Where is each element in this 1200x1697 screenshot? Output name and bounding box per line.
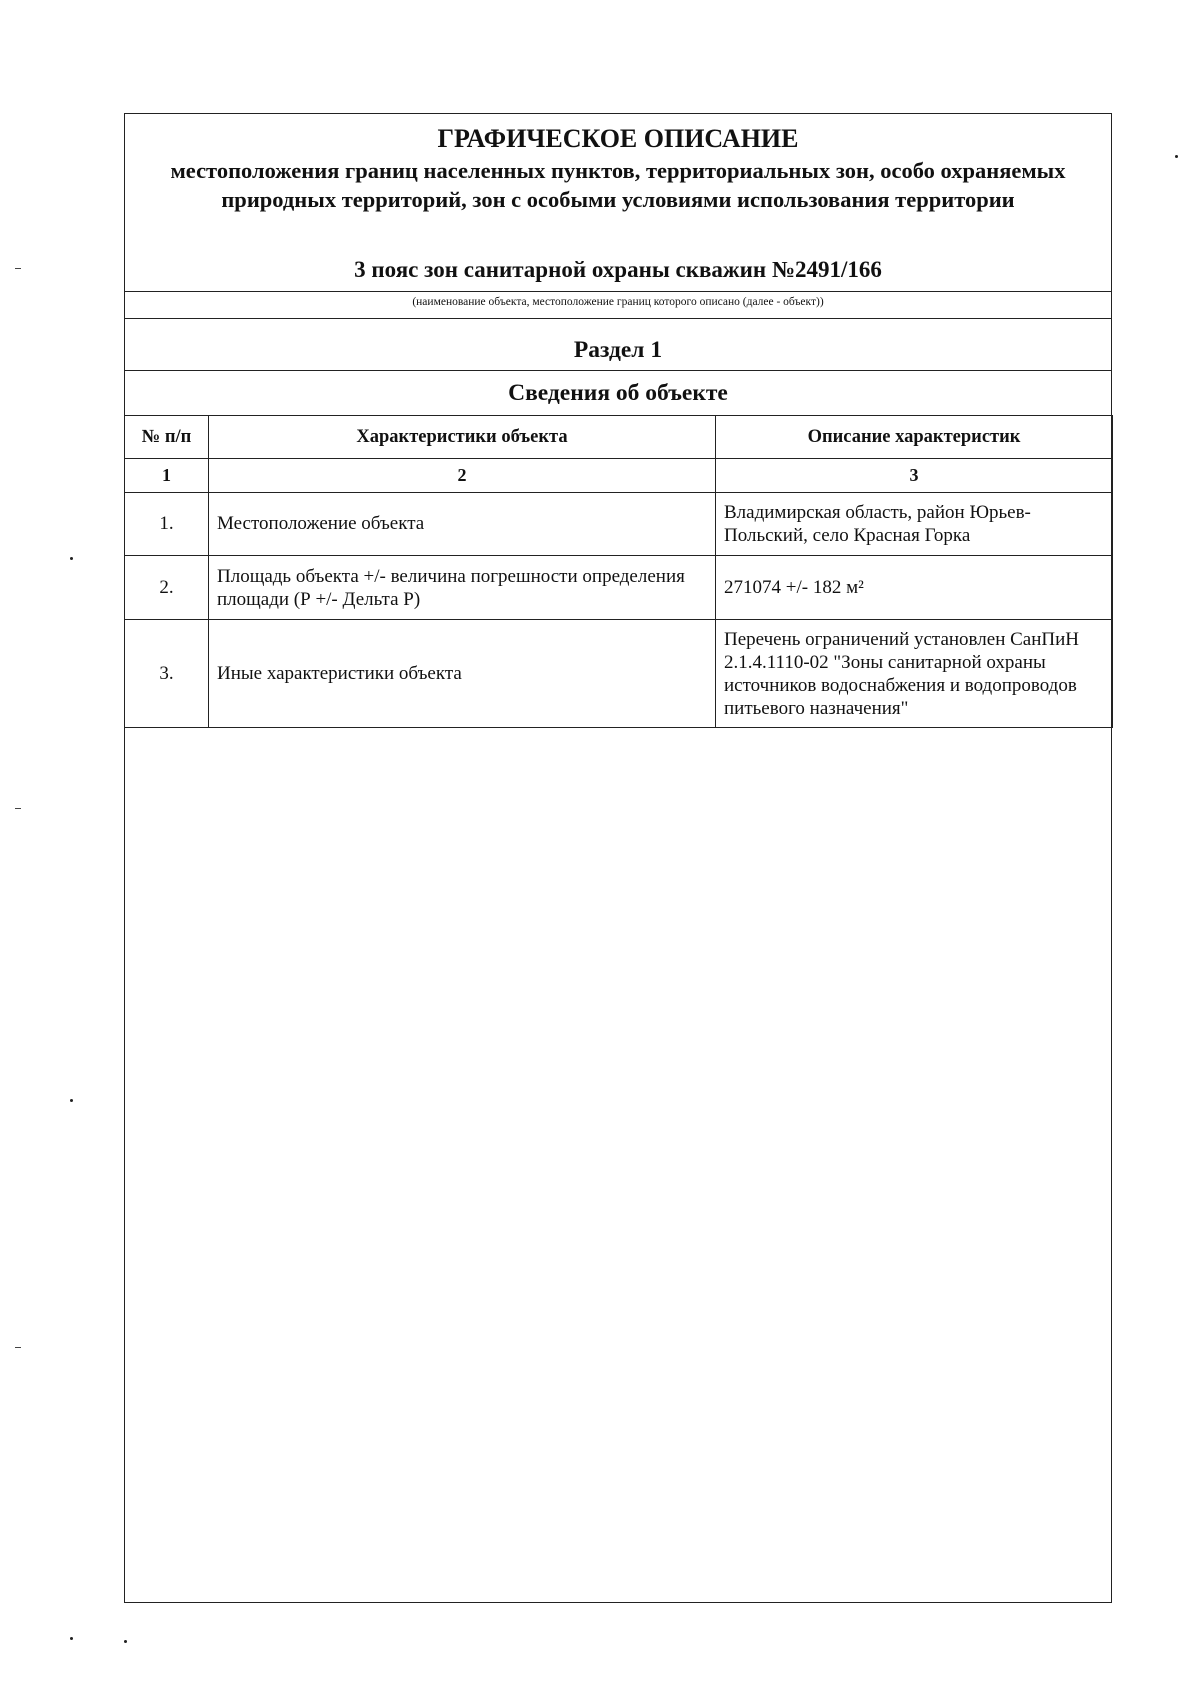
column-number: 3	[716, 459, 1113, 493]
table-row	[125, 556, 1113, 620]
object-info-table	[124, 415, 1113, 728]
document-frame	[124, 113, 1112, 1603]
column-header: Характеристики объекта	[209, 416, 716, 459]
row-description: Перечень ограничений установлен СанПиН 2.1.4.1110-02 "Зоны санитарной охраны источников водоснабжения и водопроводов питьевого назначения"	[716, 620, 1113, 728]
row-number: 1.	[125, 493, 209, 556]
row-description: Владимирская область, район Юрьев-Польский, село Красная Горка	[716, 493, 1113, 556]
row-characteristic: Площадь объекта +/- величина погрешности определения площади (Р +/- Дельта Р)	[209, 556, 716, 620]
object-name: 3 пояс зон санитарной охраны скважин №2491/166	[354, 257, 882, 282]
column-number: 2	[209, 459, 716, 493]
column-header: № п/п	[125, 416, 209, 459]
scan-speck	[70, 557, 73, 560]
section-title: Раздел 1	[573, 337, 663, 363]
scan-speck	[1175, 155, 1178, 158]
object-name-note: (наименование объекта, местоположение границ которого описано (далее - объект))	[412, 296, 824, 308]
divider	[125, 370, 1111, 371]
column-number: 1	[125, 459, 209, 493]
divider	[125, 291, 1111, 292]
row-number: 3.	[125, 620, 209, 728]
row-characteristic: Иные характеристики объекта	[209, 620, 716, 728]
row-characteristic: Местоположение объекта	[209, 493, 716, 556]
section-subtitle: Сведения об объекте	[508, 380, 728, 406]
column-header: Описание характеристик	[716, 416, 1113, 459]
scan-speck	[124, 1640, 127, 1643]
scan-speck	[70, 1099, 73, 1102]
table-row	[125, 620, 1113, 728]
scan-mark	[15, 268, 21, 269]
scan-mark	[15, 808, 21, 809]
row-description: 271074 +/- 182 м²	[716, 556, 1113, 620]
column-number-row	[125, 459, 1113, 493]
table-header-row	[125, 416, 1113, 459]
divider	[125, 318, 1111, 319]
table-row	[125, 493, 1113, 556]
document-subtitle: местоположения границ населенных пунктов, территориальных зон, особо охраняемых природных территорий, зон с особыми условиями использования территории	[170, 158, 1066, 212]
row-number: 2.	[125, 556, 209, 620]
scan-speck	[70, 1637, 73, 1640]
scan-mark	[15, 1347, 21, 1348]
document-title: ГРАФИЧЕСКОЕ ОПИСАНИЕ	[437, 124, 799, 153]
